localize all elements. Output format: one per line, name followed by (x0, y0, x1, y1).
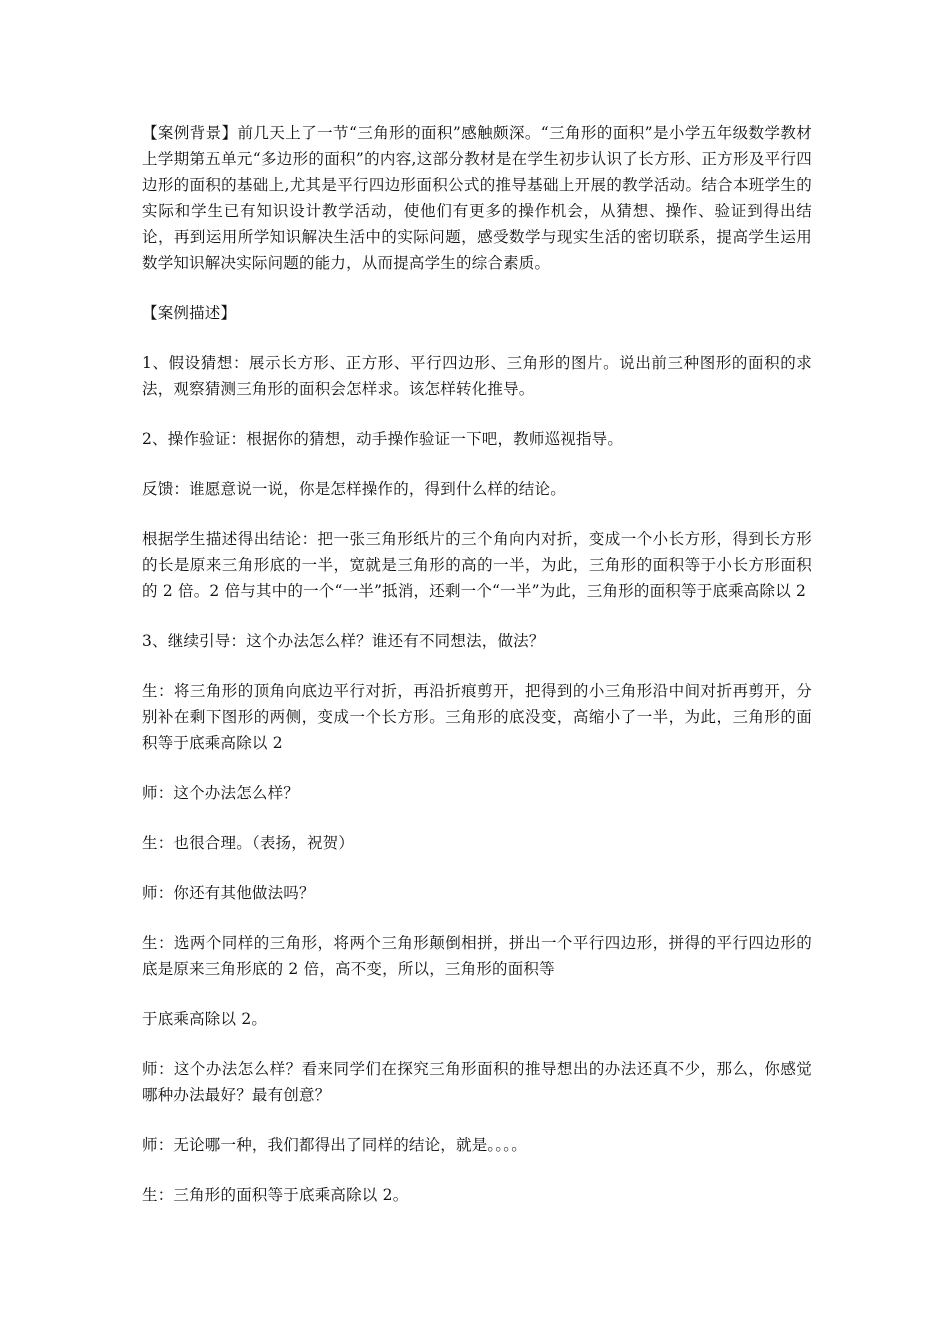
paragraph-teacher-question-3: 师：这个办法怎么样？看来同学们在探究三角形面积的推导想出的办法还真不少，那么，你感觉哪种办法最好？最有创意？ (142, 1060, 812, 1104)
heading-case-description: 【案例描述】 (142, 304, 237, 322)
paragraph-student-reply: 生：也很合理。（表扬，祝贺） (142, 834, 355, 852)
paragraph-student-method-2-end: 于底乘高除以 2。 (142, 1010, 268, 1028)
paragraph-student-final: 生：三角形的面积等于底乘高除以 2。 (142, 1186, 409, 1204)
paragraph-student-method-1: 生：将三角形的顶角向底边平行对折，再沿折痕剪开，把得到的小三角形沿中间对折再剪开，分别补在剩下图形的两侧，变成一个长方形。三角形的底没变，高缩小了一半，为此，三角形的面积等于底乘高除以 2 (142, 682, 812, 752)
paragraph-step-1: 1、假设猜想：展示长方形、正方形、平行四边形、三角形的图片。说出前三种图形的面积的求法，观察猜测三角形的面积会怎样求。该怎样转化推导。 (142, 354, 812, 398)
paragraph-case-background: 【案例背景】前几天上了一节“三角形的面积”感触颇深。“三角形的面积”是小学五年级数学教材上学期第五单元“多边形的面积”的内容,这部分教材是在学生初步认识了长方形、正方形及平行四边形的面积的基础上,尤其是平行四边形面积公式的推导基础上开展的教学活动。结合本班学生的实际和学生已有知识设计教学活动，使他们有更多的操作机会，从猜想、操作、验证到得出结论，再到运用所学知识解决生活中的实际问题，感受数学与现实生活的密切联系，提高学生运用数学知识解决实际问题的能力，从而提高学生的综合素质。 (142, 124, 812, 272)
paragraph-step-2: 2、操作验证：根据你的猜想，动手操作验证一下吧，教师巡视指导。 (142, 430, 624, 448)
paragraph-conclusion: 根据学生描述得出结论：把一张三角形纸片的三个角向内对折，变成一个小长方形，得到长方形的长是原来三角形底的一半，宽就是三角形的高的一半，为此，三角形的面积等于小长方形面积的 2 倍。2 倍与其中的一个“一半”抵消，还剩一个“一半”为此，三角形的面积等于底乘高除以 2 (142, 530, 812, 600)
paragraph-teacher-question-2: 师：你还有其他做法吗？ (142, 884, 315, 902)
paragraph-teacher-summary: 师：无论哪一种，我们都得出了同样的结论，就是。。。。 (142, 1136, 527, 1154)
paragraph-step-3: 3、继续引导：这个办法怎么样？谁还有不同想法，做法？ (142, 632, 545, 650)
paragraph-student-method-2: 生：选两个同样的三角形，将两个三角形颠倒相拼，拼出一个平行四边形，拼得的平行四边形的底是原来三角形底的 2 倍，高不变，所以，三角形的面积等 (142, 934, 812, 978)
document-body (142, 120, 812, 1232)
paragraph-feedback: 反馈：谁愿意说一说，你是怎样操作的，得到什么样的结论。 (142, 480, 566, 498)
paragraph-teacher-question-1: 师：这个办法怎么样？ (142, 784, 300, 802)
